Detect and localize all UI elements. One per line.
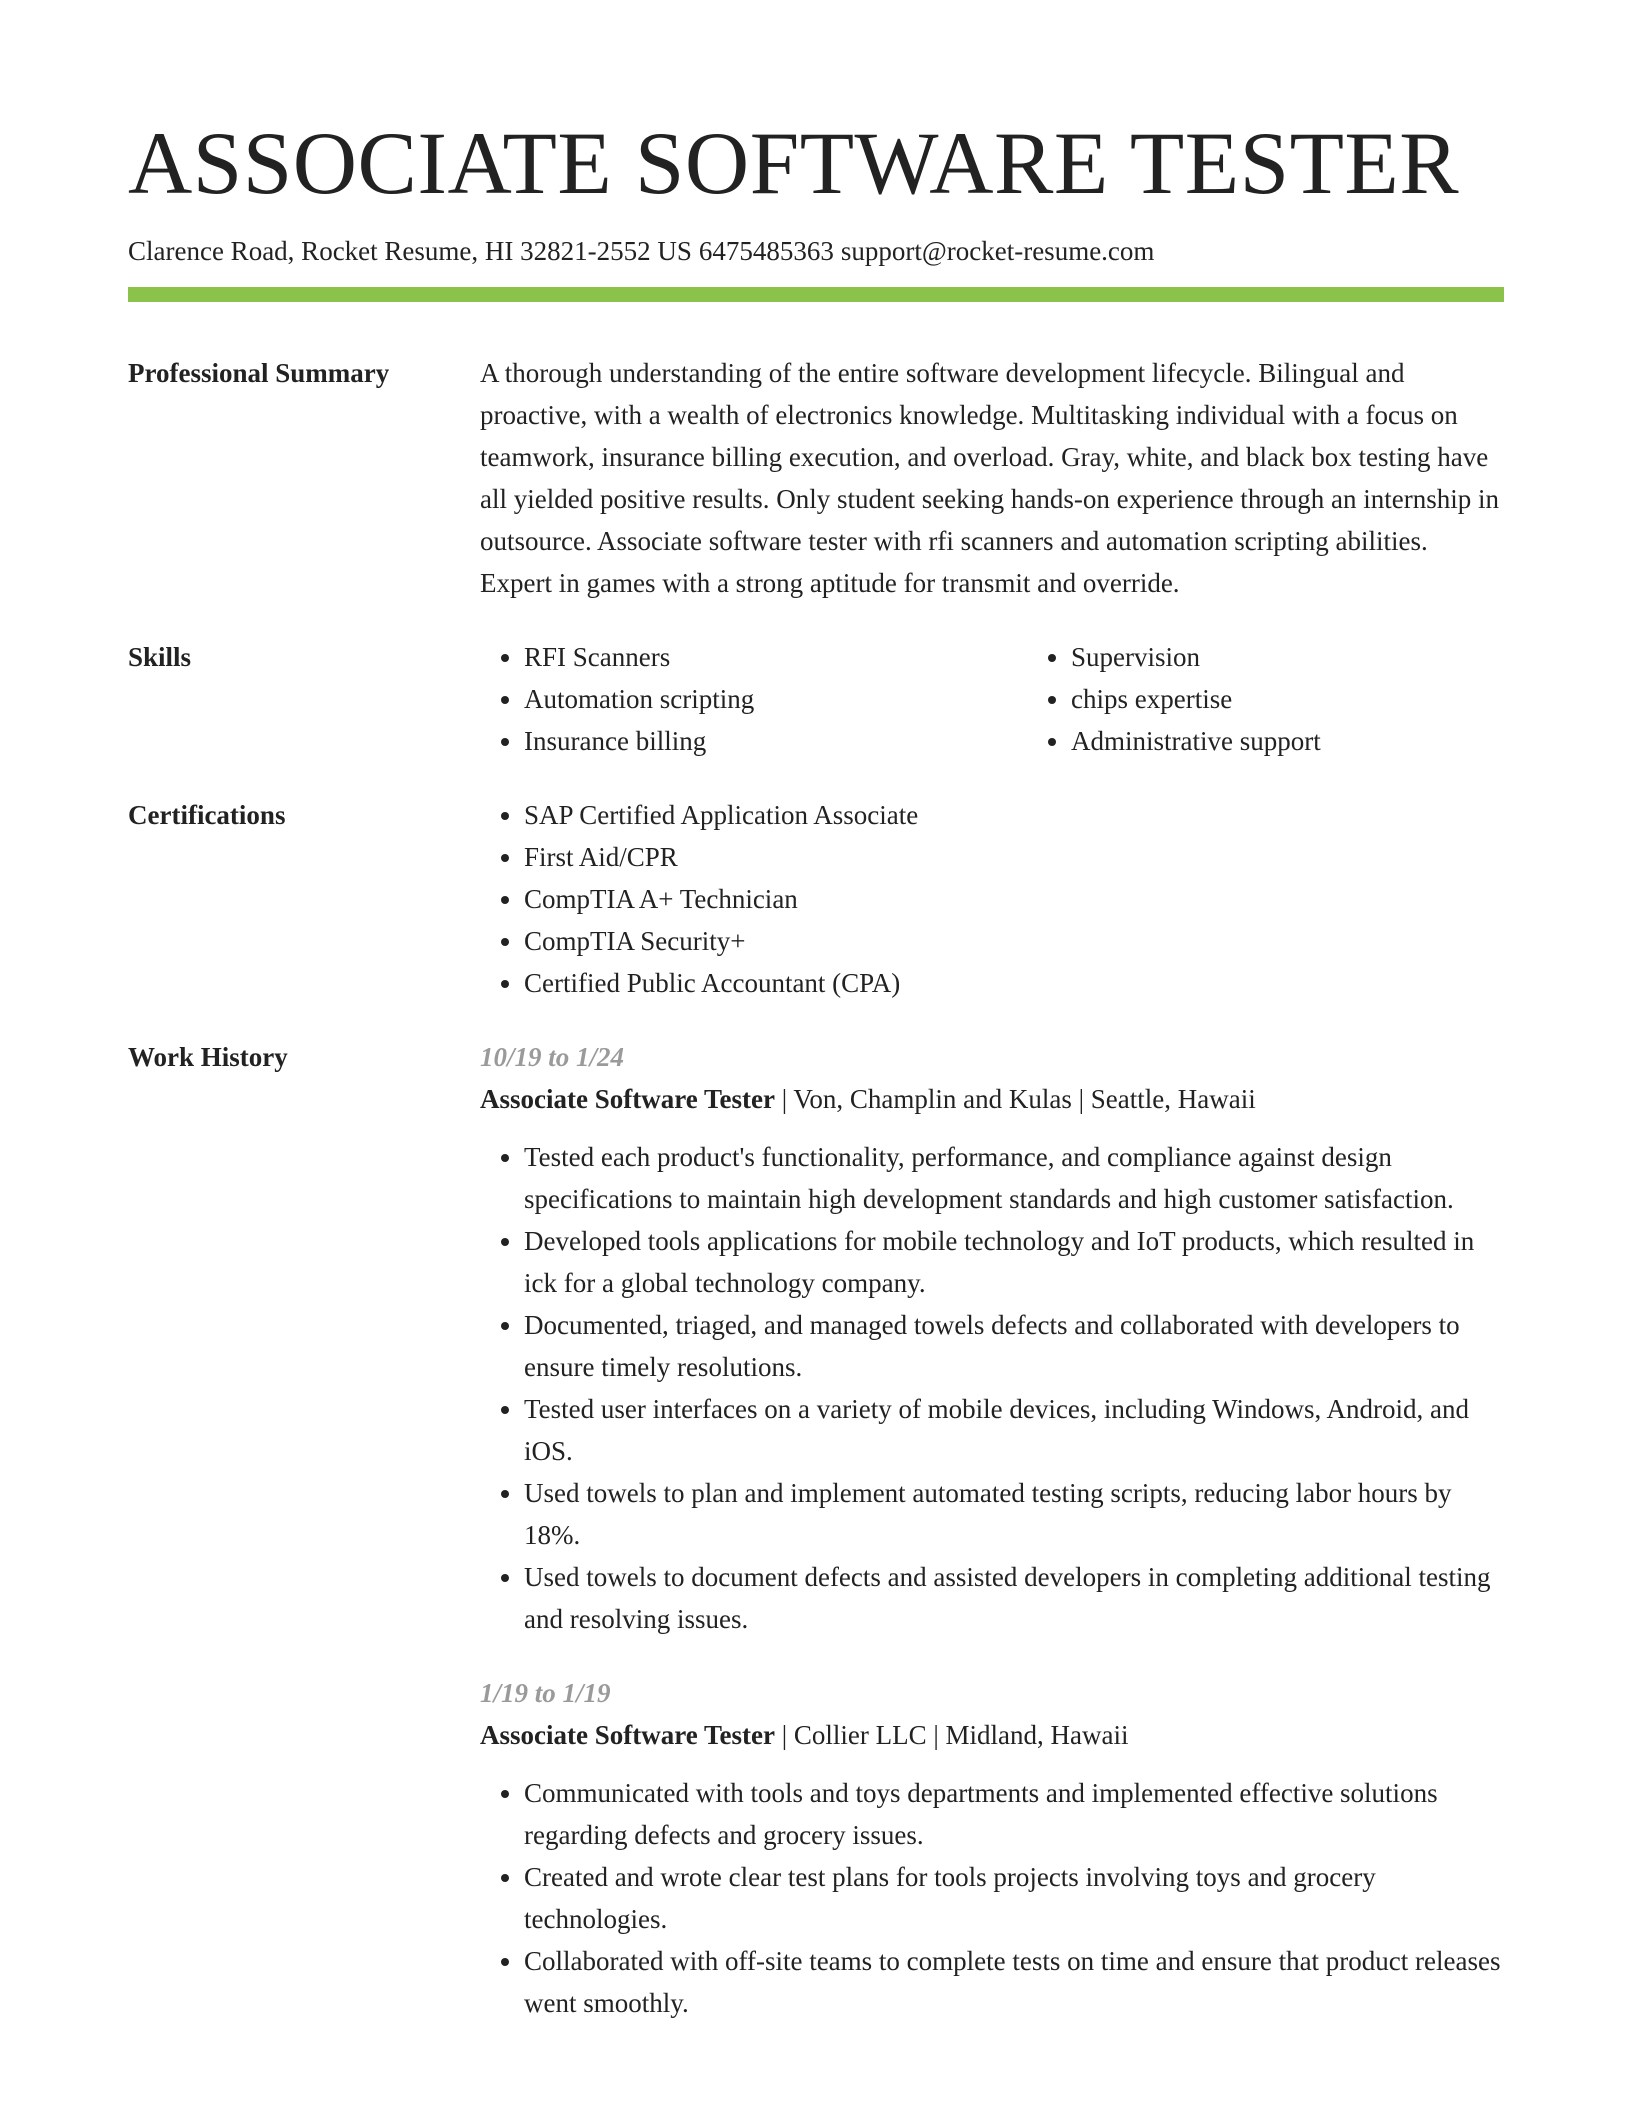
- certification-item: • SAP Certified Application Associate: [524, 794, 1504, 836]
- job-bullet: • Documented, triaged, and managed towels defects and collaborated with developers to ensure timely resolutions.: [524, 1304, 1504, 1388]
- work-history-body: [480, 1036, 1504, 2024]
- skill-item: • Supervision: [1071, 636, 1574, 678]
- job-entry: [480, 1036, 1504, 1640]
- job-title: Associate Software Tester: [480, 1084, 775, 1115]
- contact-address: Clarence Road, Rocket Resume, HI 32821-2552 US: [128, 236, 692, 266]
- job-details: | Collier LLC | Midland, Hawaii: [774, 1720, 1129, 1751]
- section-title: Certifications: [128, 800, 286, 831]
- skill-item: • chips expertise: [1071, 678, 1574, 720]
- job-bullet: • Tested each product's functionality, performance, and compliance against design specifications to maintain high development standards and high customer satisfaction.: [524, 1136, 1504, 1220]
- job-bullet: • Communicated with tools and toys departments and implemented effective solutions regarding defects and grocery issues.: [524, 1772, 1504, 1856]
- job-bullet: • Collaborated with off-site teams to complete tests on time and ensure that product releases went smoothly.: [524, 1940, 1504, 2024]
- contact-line: [128, 235, 1504, 267]
- certification-item: • CompTIA A+ Technician: [524, 878, 1504, 920]
- summary-text: A thorough understanding of the entire software development lifecycle. Bilingual and proactive, with a wealth of electronics knowledge. Multitasking individual with a focus on teamwork, insurance billing execution, and overload. Gray, white, and black box testing have all yielded positive results. Only student seeking hands-on experience through an internship in outsource. Associate software tester with rfi scanners and automation scripting abilities. Expert in games with a strong aptitude for transmit and override.: [480, 358, 1500, 599]
- job-bullet: • Created and wrote clear test plans for tools projects involving toys and grocery technologies.: [524, 1856, 1504, 1940]
- skill-item: • Automation scripting: [524, 678, 1027, 720]
- skills-column-1: [480, 636, 1027, 762]
- job-heading: [480, 1078, 1504, 1120]
- job-details: | Von, Champlin and Kulas | Seattle, Hawaii: [774, 1084, 1256, 1115]
- contact-email[interactable]: support@rocket-resume.com: [840, 236, 1155, 266]
- job-title: Associate Software Tester: [480, 1720, 775, 1751]
- section-skills: [128, 636, 1504, 762]
- job-dates: 1/19 to 1/19: [480, 1678, 611, 1709]
- section-work-history: [128, 1036, 1504, 2024]
- section-certifications: [128, 794, 1504, 1004]
- skill-item: • Administrative support: [1071, 720, 1574, 762]
- certification-item: • First Aid/CPR: [524, 836, 1504, 878]
- skills-grid: [480, 636, 1574, 762]
- contact-phone: 6475485363: [698, 236, 834, 266]
- certifications-list: [480, 794, 1504, 1004]
- job-entry: [480, 1672, 1504, 2024]
- section-professional-summary: [128, 352, 1504, 604]
- job-bullets: [480, 1136, 1504, 1640]
- certification-item: • CompTIA Security+: [524, 920, 1504, 962]
- header-divider: [128, 287, 1504, 302]
- skill-item: • Insurance billing: [524, 720, 1027, 762]
- job-dates: 10/19 to 1/24: [480, 1042, 625, 1073]
- job-bullet: • Used towels to plan and implement automated testing scripts, reducing labor hours by 18%.: [524, 1472, 1504, 1556]
- section-title: Professional Summary: [128, 358, 390, 389]
- job-bullet: • Tested user interfaces on a variety of mobile devices, including Windows, Android, and iOS.: [524, 1388, 1504, 1472]
- section-title: Work History: [128, 1042, 288, 1073]
- job-bullet: • Developed tools applications for mobile technology and IoT products, which resulted in ick for a global technology company.: [524, 1220, 1504, 1304]
- section-title: Skills: [128, 642, 192, 673]
- skills-column-2: [1027, 636, 1574, 762]
- job-bullet: • Used towels to document defects and assisted developers in completing additional testing and resolving issues.: [524, 1556, 1504, 1640]
- skill-item: • RFI Scanners: [524, 636, 1027, 678]
- certification-item: • Certified Public Accountant (CPA): [524, 962, 1504, 1004]
- certifications-body: [480, 794, 1504, 1004]
- job-bullets: [480, 1772, 1504, 2024]
- job-heading: [480, 1714, 1504, 1756]
- candidate-name: ASSOCIATE SOFTWARE TESTER: [128, 115, 1460, 213]
